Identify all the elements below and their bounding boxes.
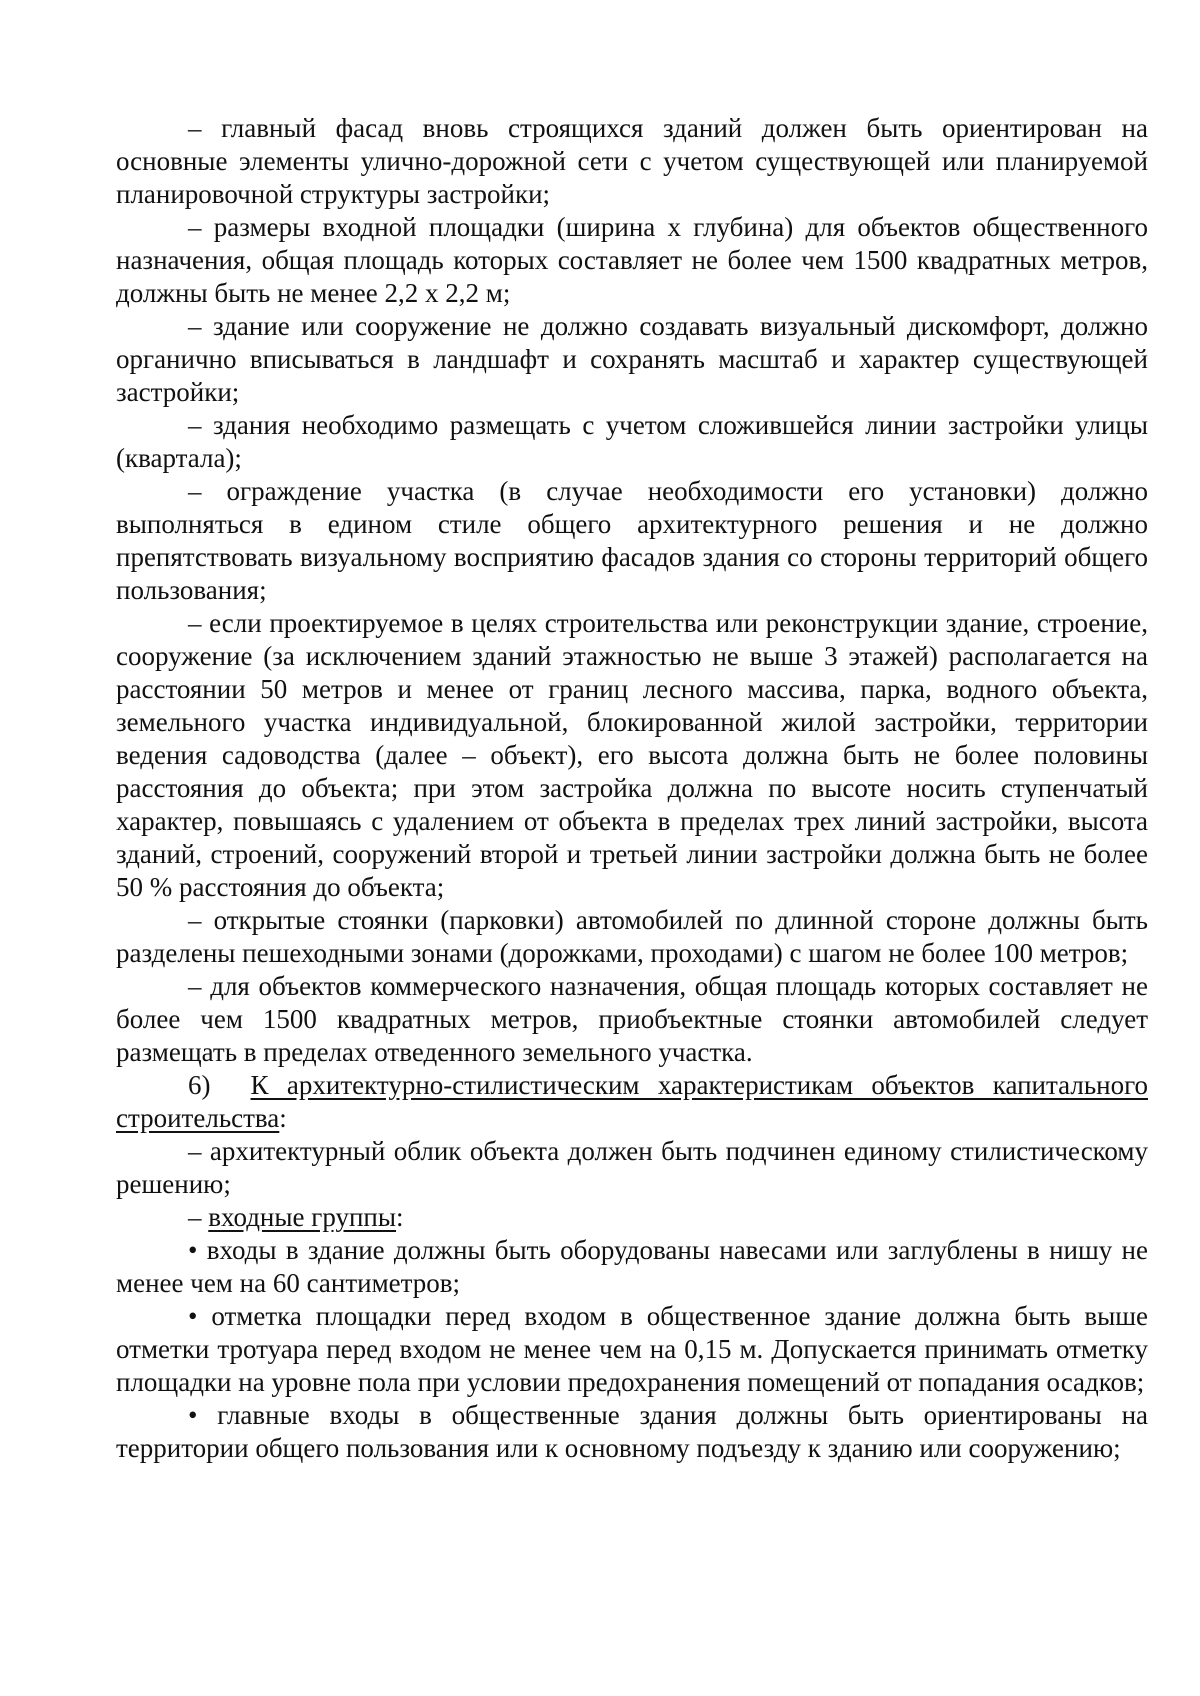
paragraph-building-line: – здания необходимо размещать с учетом сложившейся линии застройки улицы (квартала); xyxy=(116,410,1148,473)
paragraph-entry-platform: – размеры входной площадки (ширина х глубина) для объектов общественного назначения, общая площадь которых составляет не более чем 1500 квадратных метров, должны быть не менее 2,2 х 2,2 м; xyxy=(116,212,1148,308)
entry-groups-label: входные группы xyxy=(208,1202,397,1232)
bullet-main-entrances: • главные входы в общественные здания должны быть ориентированы на территории общего пользования или к основному подъезду к зданию или сооружению; xyxy=(116,1400,1148,1463)
paragraph-visual-comfort: – здание или сооружение не должно создавать визуальный дискомфорт, должно органично вписываться в ландшафт и сохранять масштаб и характер существующей застройки; xyxy=(116,311,1148,407)
section-number: 6) xyxy=(188,1070,211,1100)
paragraph-stylistic: – архитектурный облик объекта должен быть подчинен единому стилистическому решению; xyxy=(116,1136,1148,1199)
paragraph-entry-groups xyxy=(116,1201,1148,1234)
bullet-canopies: • входы в здание должны быть оборудованы навесами или заглублены в нишу не менее чем на 60 сантиметров; xyxy=(116,1235,1148,1298)
paragraph-height-limit: – если проектируемое в целях строительства или реконструкции здание, строение, сооружение (за исключением зданий этажностью не выше 3 этажей) располагается на расстоянии 50 метров и менее от границ лесного массива, парка, водного объекта, земельного участка индивидуальной, блокированной жилой застройки, территории ведения садоводства (далее – объект), его высота должна быть не более половины расстояния до объекта; при этом застройка должна по высоте носить ступенчатый характер, повышаясь с удалением от объекта в пределах трех линий застройки, высота зданий, строений, сооружений второй и третьей линии застройки должна быть не более 50 % расстояния до объекта; xyxy=(116,608,1148,902)
document-page xyxy=(116,112,1148,1465)
bullet-platform-level: • отметка площадки перед входом в общественное здание должна быть выше отметки тротуара перед входом не менее чем на 0,15 м. Допускается принимать отметку площадки на уровне пола при условии предохранения помещений от попадания осадков; xyxy=(116,1301,1148,1397)
paragraph-fencing: – ограждение участка (в случае необходимости его установки) должно выполняться в едином стиле общего архитектурного решения и не должно препятствовать визуальному восприятию фасадов здания со стороны территорий общего пользования; xyxy=(116,476,1148,605)
entry-colon: : xyxy=(396,1202,404,1232)
paragraph-commercial-parking: – для объектов коммерческого назначения, общая площадь которых составляет не более чем 1500 квадратных метров, приобъектные стоянки автомобилей следует размещать в пределах отведенного земельного участка. xyxy=(116,971,1148,1067)
section-title: К архитектурно-стилистическим характеристикам объектов капитального строительства xyxy=(116,1070,1148,1133)
entry-dash: – xyxy=(188,1202,209,1232)
section-colon: : xyxy=(279,1103,287,1133)
paragraph-parking-zones: – открытые стоянки (парковки) автомобилей по длинной стороне должны быть разделены пешеходными зонами (дорожками, проходами) с шагом не более 100 метров; xyxy=(116,905,1148,968)
section-6-heading xyxy=(116,1069,1148,1135)
paragraph-facade: – главный фасад вновь строящихся зданий должен быть ориентирован на основные элементы улично-дорожной сети с учетом существующей или планируемой планировочной структуры застройки; xyxy=(116,113,1148,209)
